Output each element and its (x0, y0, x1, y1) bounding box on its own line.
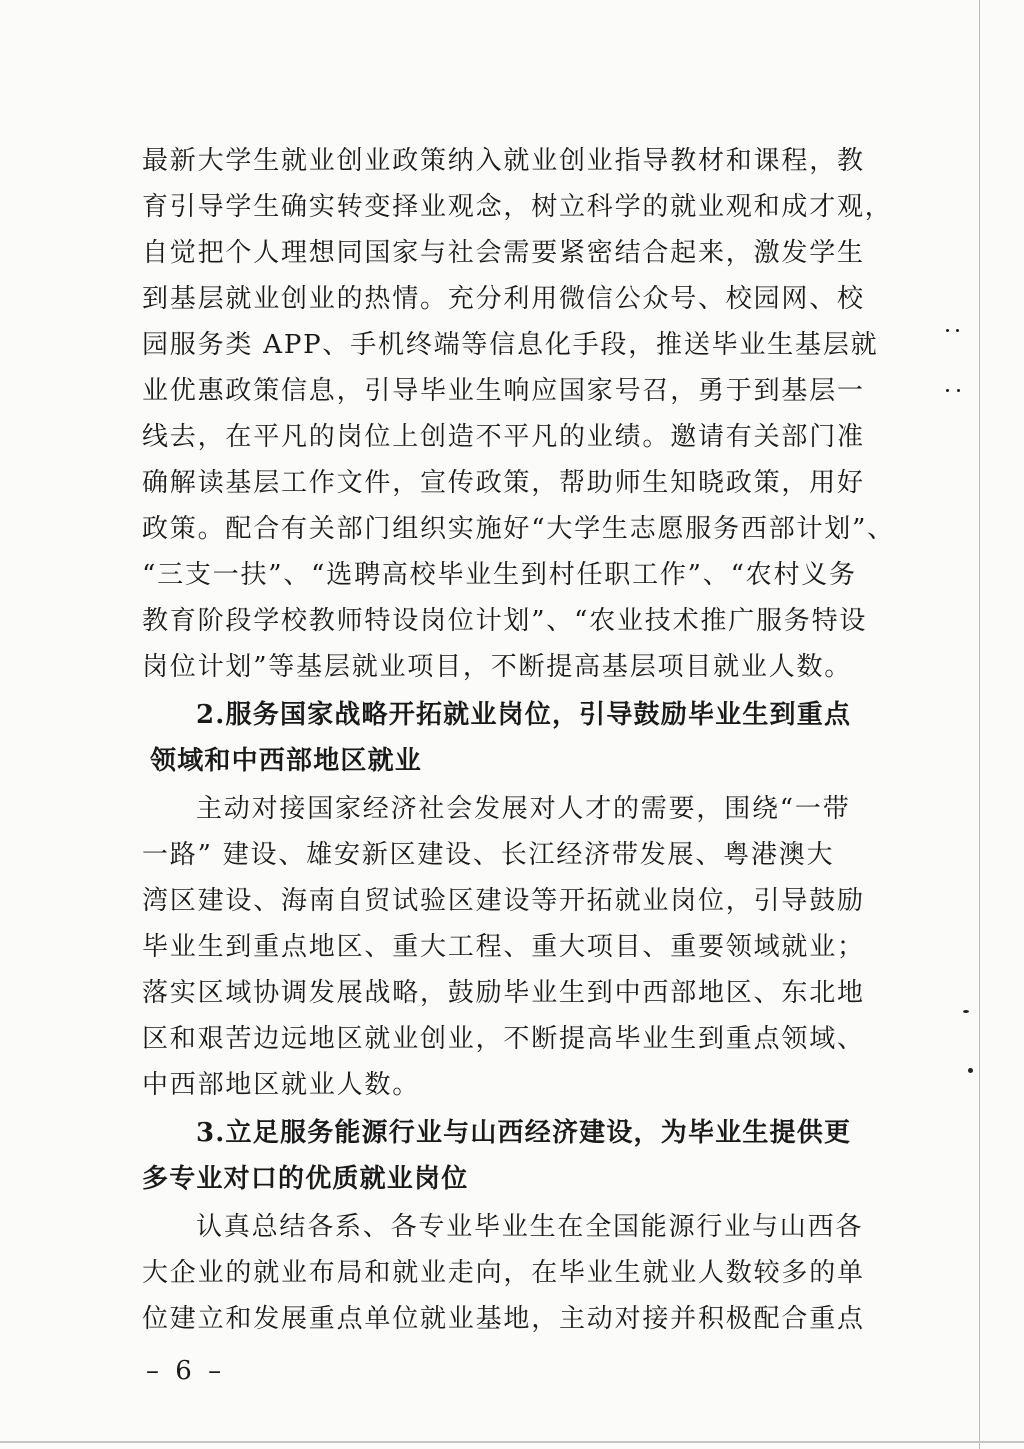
text-line: 自觉把个人理想同国家与社会需要紧密结合起来，激发学生 (142, 238, 865, 268)
text-line: 线去，在平凡的岗位上创造不平凡的业绩。邀请有关部门准 (142, 422, 865, 452)
text-line: 主动对接国家经济社会发展对人才的需要，围绕“一带 (196, 794, 851, 824)
document-body (142, 138, 895, 1342)
scan-speck (968, 1068, 973, 1073)
text-line: 落实区域协调发展战略，鼓励毕业生到中西部地区、东北地 (142, 978, 865, 1008)
heading-line: 3.立足服务能源行业与山西经济建设，为毕业生提供更 (196, 1118, 852, 1148)
scan-speck (957, 389, 960, 392)
scan-speck (946, 389, 949, 392)
text-line: 毕业生到重点地区、重大工程、重大项目、重要领域就业； (142, 932, 865, 962)
section-heading-3 (142, 1110, 862, 1202)
scan-edge-bottom (0, 1441, 1024, 1443)
text-line: 政策。配合有关部门组织实施好“大学生志愿服务西部计划”、 (142, 514, 895, 544)
heading-line: 多专业对口的优质就业岗位 (142, 1164, 469, 1194)
text-line: 区和艰苦边远地区就业创业，不断提高毕业生到重点领域、 (142, 1024, 865, 1054)
text-line: 园服务类 APP、手机终端等信息化手段，推送毕业生基层就 (142, 330, 879, 360)
paragraph-1 (142, 138, 895, 690)
scan-speck (963, 1010, 969, 1013)
text-line: 确解读基层工作文件，宣传政策，帮助师生知晓政策，用好 (142, 468, 865, 498)
text-line: 教育阶段学校教师特设岗位计划”、“农业技术推广服务特设 (142, 606, 868, 636)
text-line: 最新大学生就业创业政策纳入就业创业指导教材和课程，教 (142, 146, 865, 176)
text-line: 业优惠政策信息，引导毕业生响应国家号召，勇于到基层一 (142, 376, 865, 406)
text-line: “三支一扶”、“选聘高校毕业生到村任职工作”、“农村义务 (142, 560, 857, 590)
scan-edge-right (979, 0, 980, 1449)
text-line: 中西部地区就业人数。 (142, 1070, 421, 1100)
text-line: 到基层就业创业的热情。充分利用微信公众号、校园网、校 (142, 284, 865, 314)
paragraph-3 (142, 1204, 865, 1342)
page-number: – 6 – (146, 1356, 226, 1386)
text-line: 一路” 建设、雄安新区建设、长江经济带发展、粤港澳大 (142, 840, 835, 870)
text-line: 位建立和发展重点单位就业基地，主动对接并积极配合重点 (142, 1304, 865, 1334)
paragraph-2 (142, 786, 865, 1108)
heading-line: 2.服务国家战略开拓就业岗位，引导鼓励毕业生到重点 (196, 700, 852, 730)
scan-speck (946, 329, 949, 332)
text-line: 大企业的就业布局和就业走向，在毕业生就业人数较多的单 (142, 1258, 865, 1288)
text-line: 湾区建设、海南自贸试验区建设等开拓就业岗位，引导鼓励 (142, 886, 865, 916)
text-line: 认真总结各系、各专业毕业生在全国能源行业与山西各 (196, 1212, 864, 1242)
section-heading-2 (142, 692, 862, 784)
text-line: 岗位计划”等基层就业项目，不断提高基层项目就业人数。 (142, 652, 853, 682)
text-line: 育引导学生确实转变择业观念，树立科学的就业观和成才观， (142, 192, 893, 222)
scan-speck (956, 329, 959, 332)
heading-line: 领域和中西部地区就业 (150, 746, 423, 776)
